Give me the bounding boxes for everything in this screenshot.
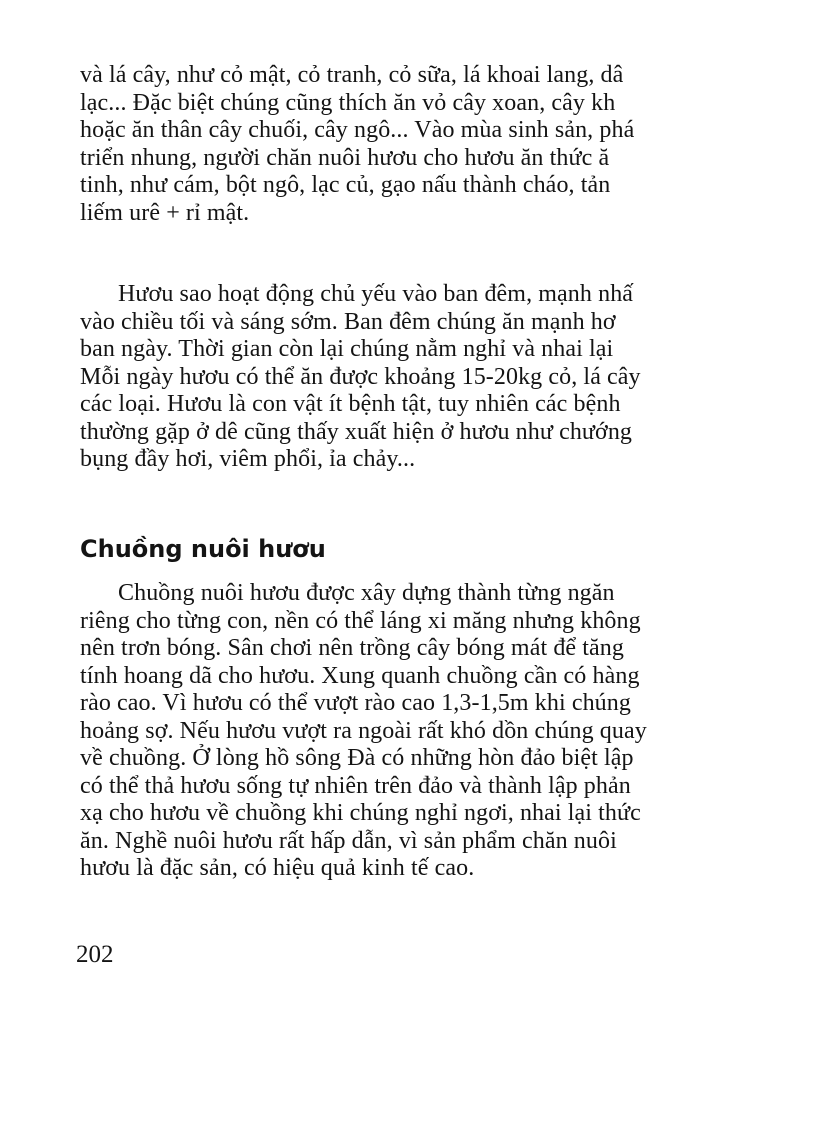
paragraph-behavior	[80, 281, 816, 474]
text-line: các loại. Hươu là con vật ít bệnh tật, tuy nhiên các bệnh	[80, 391, 621, 417]
text-line: Chuồng nuôi hươu được xây dựng thành từng ngăn	[118, 580, 615, 606]
section-heading: Chuồng nuôi hươu	[80, 535, 326, 563]
text-line: hoặc ăn thân cây chuối, cây ngô... Vào mùa sinh sản, phá	[80, 117, 635, 143]
text-line: liếm urê + rỉ mật.	[80, 199, 250, 226]
text-line: có thể thả hươu sống tự nhiên trên đảo và thành lập phản	[80, 772, 631, 799]
text-line: lạc... Đặc biệt chúng cũng thích ăn vỏ cây xoan, cây kh	[80, 89, 616, 116]
text-line: và lá cây, như cỏ mật, cỏ tranh, cỏ sữa, lá khoai lang, dâ	[80, 62, 624, 88]
text-line: bụng đầy hơi, viêm phổi, ỉa chảy...	[80, 446, 416, 472]
text-line: về chuồng. Ở lòng hồ sông Đà có những hòn đảo biệt lập	[80, 745, 634, 771]
text-line: tính hoang dã cho hươu. Xung quanh chuồng cần có hàng	[80, 662, 640, 689]
paragraph-barn	[80, 580, 816, 883]
text-line: vào chiều tối và sáng sớm. Ban đêm chúng ăn mạnh hơ	[80, 308, 616, 335]
text-line: riêng cho từng con, nền có thể láng xi măng nhưng không	[80, 607, 641, 634]
text-line: nên trơn bóng. Sân chơi nên trồng cây bóng mát để tăng	[80, 635, 624, 661]
text-line: ăn. Nghề nuôi hươu rất hấp dẫn, vì sản phẩm chăn nuôi	[80, 827, 617, 854]
text-line: rào cao. Vì hươu có thể vượt rào cao 1,3-1,5m khi chúng	[80, 690, 631, 716]
text-line: hươu là đặc sản, có hiệu quả kinh tế cao.	[80, 855, 475, 881]
page-number: 202	[76, 941, 114, 968]
text-line: Hươu sao hoạt động chủ yếu vào ban đêm, mạnh nhấ	[118, 281, 634, 307]
text-line: Mỗi ngày hươu có thể ăn được khoảng 15-20kg cỏ, lá cây	[80, 363, 641, 390]
text-line: tinh, như cám, bột ngô, lạc củ, gạo nấu thành cháo, tản	[80, 172, 611, 198]
text-line: hoảng sợ. Nếu hươu vượt ra ngoài rất khó dồn chúng quay	[80, 717, 647, 744]
text-line: xạ cho hươu về chuồng khi chúng nghỉ ngơi, nhai lại thức	[80, 800, 641, 826]
text-line: thường gặp ở dê cũng thấy xuất hiện ở hươu như chướng	[80, 418, 633, 445]
paragraph-feeding	[80, 62, 816, 227]
text-line: triển nhung, người chăn nuôi hươu cho hươu ăn thức ă	[80, 144, 610, 171]
text-line: ban ngày. Thời gian còn lại chúng nằm nghỉ và nhai lại	[80, 336, 614, 362]
